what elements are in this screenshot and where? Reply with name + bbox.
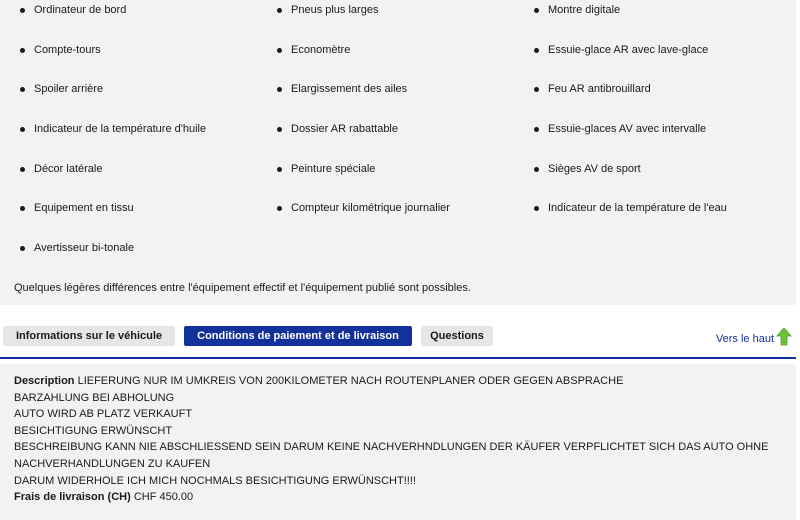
bullet-icon (20, 87, 25, 92)
equipment-item: Décor latérale (0, 159, 257, 199)
bullet-icon (20, 246, 25, 251)
bullet-icon (20, 167, 25, 172)
delivery-cost-value: CHF 450.00 (133, 491, 194, 504)
equipment-item: Peinture spéciale (257, 159, 514, 199)
equipment-item: Essuie-glaces AV avec intervalle (514, 119, 796, 159)
bullet-icon (534, 127, 539, 132)
bullet-icon (534, 206, 539, 211)
description-line: BESCHREIBUNG KANN NIE ABSCHLIESSEND SEIN DARUM KEINE NACHVERHNDLUNGEN DER KÄUFER VERPFLICHTET SICH DAS AUTO OHNE (14, 441, 769, 454)
equipment-item: Ordinateur de bord (0, 0, 257, 40)
bullet-icon (534, 48, 539, 53)
bullet-icon (534, 8, 539, 13)
back-to-top-link[interactable] (716, 325, 792, 347)
description-line: NACHVERHANDLUNGEN ZU KAUFEN (14, 457, 211, 470)
description-text: LIEFERUNG NUR IM UMKREIS VON 200KILOMETER NACH ROUTENPLANER ODER GEGEN ABSPRACHE (77, 375, 624, 387)
equipment-item: Dossier AR rabattable (257, 119, 514, 159)
description-line: DARUM WIDERHOLE ICH MICH NOCHMALS BESICHTIGUNG ERWÜNSCHT!!!! (14, 474, 416, 487)
equipment-item: Avertisseur bi-tonale (0, 238, 257, 278)
description-label: Description (14, 375, 75, 387)
equipment-item: Essuie-glace AR avec lave-glace (514, 40, 796, 80)
arrow-up-icon (776, 327, 792, 347)
equipment-item: Pneus plus larges (257, 0, 514, 40)
bullet-icon (277, 87, 282, 92)
equipment-item: Spoiler arrière (0, 79, 257, 119)
bullet-icon (20, 48, 25, 53)
bullet-icon (277, 127, 282, 132)
equipment-item: Economètre (257, 40, 514, 80)
tab-bar (0, 325, 796, 359)
description-line: BESICHTIGUNG ERWÜNSCHT (14, 424, 173, 437)
bullet-icon (277, 8, 282, 13)
equipment-item: Indicateur de la température d'huile (0, 119, 257, 159)
equipment-item: Compte-tours (0, 40, 257, 80)
bullet-icon (20, 127, 25, 132)
tab-underline (0, 357, 796, 359)
equipment-item: Compteur kilométrique journalier (257, 198, 514, 238)
description-line: BARZAHLUNG BEI ABHOLUNG (14, 391, 175, 404)
bullet-icon (277, 167, 282, 172)
equipment-disclaimer: Quelques légères différences entre l'équipement effectif et l'équipement publié sont possibles. (14, 282, 471, 294)
delivery-cost-label: Frais de livraison (CH) (14, 491, 131, 504)
equipment-item: Feu AR antibrouillard (514, 79, 796, 119)
bullet-icon (534, 87, 539, 92)
back-to-top-label: Vers le haut (715, 333, 774, 345)
bullet-icon (534, 167, 539, 172)
equipment-item: Indicateur de la température de l'eau (514, 198, 796, 238)
description-line: AUTO WIRD AB PLATZ VERKAUFT (14, 408, 193, 421)
equipment-item: Sièges AV de sport (514, 159, 796, 199)
delivery-cost-row (14, 489, 790, 506)
bullet-icon (20, 206, 25, 211)
equipment-item: Equipement en tissu (0, 198, 257, 238)
bullet-icon (277, 206, 282, 211)
equipment-item: Elargissement des ailes (257, 79, 514, 119)
tab-vehicle-info[interactable]: Informations sur le véhicule (3, 326, 175, 346)
equipment-item: Montre digitale (514, 0, 796, 40)
tab-payment-delivery[interactable]: Conditions de paiement et de livraison (184, 326, 412, 346)
bullet-icon (277, 48, 282, 53)
description-first-line (14, 373, 790, 390)
bullet-icon (20, 8, 25, 13)
description-panel (0, 364, 796, 520)
description-body (14, 373, 790, 506)
tab-questions[interactable]: Questions (421, 326, 493, 346)
